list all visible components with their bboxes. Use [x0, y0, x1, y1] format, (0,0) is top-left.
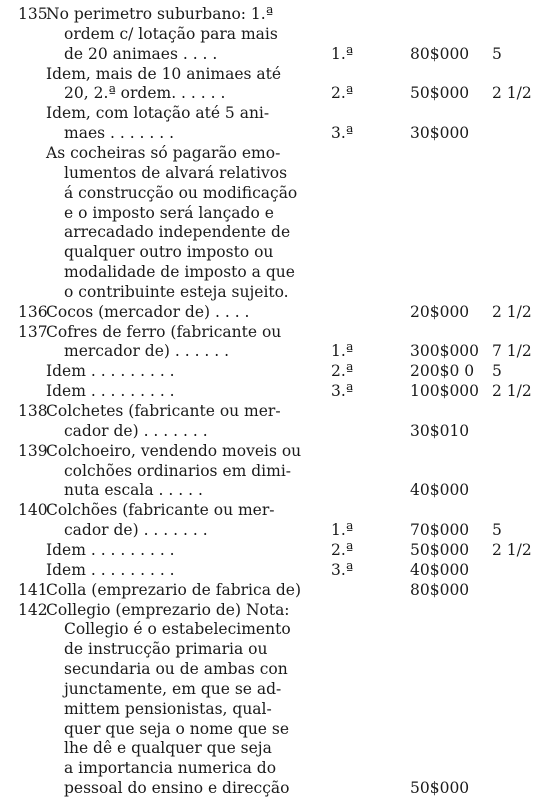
table-row — [0, 23, 542, 45]
table-row — [0, 102, 542, 124]
table-row — [0, 777, 542, 799]
table-row — [0, 718, 542, 740]
item-value: 50$000 — [410, 540, 470, 559]
item-description: quer que seja o nome que se — [64, 719, 290, 738]
item-value: 50$000 — [410, 84, 470, 103]
table-row — [0, 460, 542, 482]
item-description: cador de) . . . . . . . — [64, 421, 208, 440]
item-order: 1.ª — [331, 342, 354, 361]
item-description: o contribuinte esteja sujeito. — [64, 282, 289, 301]
table-row — [0, 182, 542, 204]
item-description: Collegio (emprezario de) Nota: — [46, 600, 290, 619]
item-description: ordem c/ lotação para mais — [64, 24, 278, 43]
item-description: lhe dê e qualquer que seja — [64, 739, 272, 758]
item-number: 137 — [18, 322, 48, 341]
item-order: 3.ª — [331, 560, 354, 579]
item-description: Colchetes (fabricante ou mer- — [46, 402, 281, 420]
item-description: No perimetro suburbano: 1.ª — [46, 5, 274, 23]
item-number: 135 — [18, 5, 48, 23]
table-row — [0, 43, 542, 65]
item-value: 300$000 — [410, 342, 480, 361]
table-row — [0, 321, 542, 343]
item-class: 2 1/2 — [492, 382, 532, 401]
item-number: 140 — [18, 501, 48, 520]
item-description: Idem . . . . . . . . . — [46, 362, 175, 381]
item-class: 2 1/2 — [492, 302, 532, 321]
item-description: 20, 2.ª ordem. . . . . . — [64, 84, 226, 103]
item-description: e o imposto será lançado e — [64, 203, 274, 222]
item-description: Idem . . . . . . . . . — [46, 382, 175, 401]
table-row — [0, 658, 542, 680]
item-description: secundaria ou de ambas con — [64, 660, 288, 679]
item-description: de 20 animaes . . . . — [64, 44, 218, 63]
item-number: 136 — [18, 302, 48, 321]
item-description: de instrucção primaria ou — [64, 640, 268, 659]
item-description: As cocheiras só pagarão emo- — [46, 143, 281, 162]
table-row — [0, 122, 542, 144]
table-row — [0, 579, 542, 601]
item-description: lumentos de alvará relativos — [64, 163, 288, 182]
table-row — [0, 678, 542, 700]
item-description: Cocos (mercador de) . . . . — [46, 302, 250, 321]
item-description: cador de) . . . . . . . — [64, 521, 208, 540]
item-value: 100$000 — [410, 382, 480, 401]
table-row — [0, 440, 542, 462]
table-row — [0, 400, 542, 422]
table-row — [0, 380, 542, 402]
table-row — [0, 559, 542, 581]
table-row — [0, 757, 542, 779]
table-row — [0, 618, 542, 640]
table-row — [0, 479, 542, 501]
item-order: 3.ª — [331, 124, 354, 143]
item-class: 5 — [492, 521, 502, 540]
table-row — [0, 420, 542, 442]
item-description: á construcção ou modificação — [64, 183, 298, 202]
item-description: Idem . . . . . . . . . — [46, 560, 175, 579]
table-row — [0, 3, 542, 25]
item-number: 138 — [18, 402, 48, 420]
item-order: 3.ª — [331, 382, 354, 401]
item-description: mercador de) . . . . . . — [64, 342, 230, 361]
table-row — [0, 162, 542, 184]
table-row — [0, 737, 542, 759]
item-description: Collegio é o estabelecimento — [64, 620, 291, 639]
item-description: junctamente, em que se ad- — [64, 679, 282, 698]
item-value: 80$000 — [410, 580, 470, 599]
table-row — [0, 360, 542, 382]
item-description: qualquer outro imposto ou — [64, 243, 274, 262]
item-description: maes . . . . . . . — [64, 124, 175, 143]
item-number: 139 — [18, 441, 48, 460]
table-row — [0, 519, 542, 541]
table-row — [0, 221, 542, 243]
table-row — [0, 241, 542, 263]
item-value: 30$000 — [410, 124, 470, 143]
item-order: 1.ª — [331, 44, 354, 63]
table-row — [0, 301, 542, 323]
table-row — [0, 281, 542, 303]
item-order: 2.ª — [331, 84, 354, 103]
item-value: 20$000 — [410, 302, 470, 321]
item-description: Cofres de ferro (fabricante ou — [46, 322, 282, 341]
table-row — [0, 638, 542, 660]
item-class: 2 1/2 — [492, 540, 532, 559]
item-description: Idem, mais de 10 animaes até — [46, 64, 282, 83]
item-value: 80$000 — [410, 44, 470, 63]
item-number: 142 — [18, 600, 48, 619]
table-row — [0, 63, 542, 85]
item-number: 141 — [18, 580, 48, 599]
table-row — [0, 340, 542, 362]
item-description: nuta escala . . . . . — [64, 481, 203, 500]
table-row — [0, 82, 542, 104]
item-description: Colla (emprezario de fabrica de) — [46, 580, 302, 599]
item-class: 2 1/2 — [492, 84, 532, 103]
item-description: pessoal do ensino e direcção — [64, 779, 290, 798]
item-description: Idem, com lotação até 5 ani- — [46, 104, 270, 123]
item-value: 40$000 — [410, 481, 470, 500]
item-class: 5 — [492, 362, 502, 381]
table-row — [0, 539, 542, 561]
item-description: Idem . . . . . . . . . — [46, 540, 175, 559]
item-description: modalidade de imposto a que — [64, 263, 295, 282]
item-value: 40$000 — [410, 560, 470, 579]
table-row — [0, 599, 542, 621]
item-description: arrecadado independente de — [64, 223, 291, 242]
table-row — [0, 202, 542, 224]
item-value: 70$000 — [410, 521, 470, 540]
item-description: Colchoeiro, vendendo moveis ou — [46, 441, 302, 460]
item-class: 5 — [492, 44, 502, 63]
item-value: 30$010 — [410, 421, 470, 440]
item-class: 7 1/2 — [492, 342, 532, 361]
table-row — [0, 261, 542, 283]
item-description: a importancia numerica do — [64, 759, 277, 778]
item-description: mittem pensionistas, qual- — [64, 699, 272, 718]
item-description: Colchões (fabricante ou mer- — [46, 501, 275, 520]
item-value: 200$0 0 — [410, 362, 475, 381]
table-row — [0, 142, 542, 164]
table-row — [0, 499, 542, 521]
item-description: colchões ordinarios em dimi- — [64, 461, 292, 480]
item-order: 1.ª — [331, 521, 354, 540]
item-order: 2.ª — [331, 362, 354, 381]
item-value: 50$000 — [410, 779, 470, 798]
item-order: 2.ª — [331, 540, 354, 559]
table-row — [0, 698, 542, 720]
